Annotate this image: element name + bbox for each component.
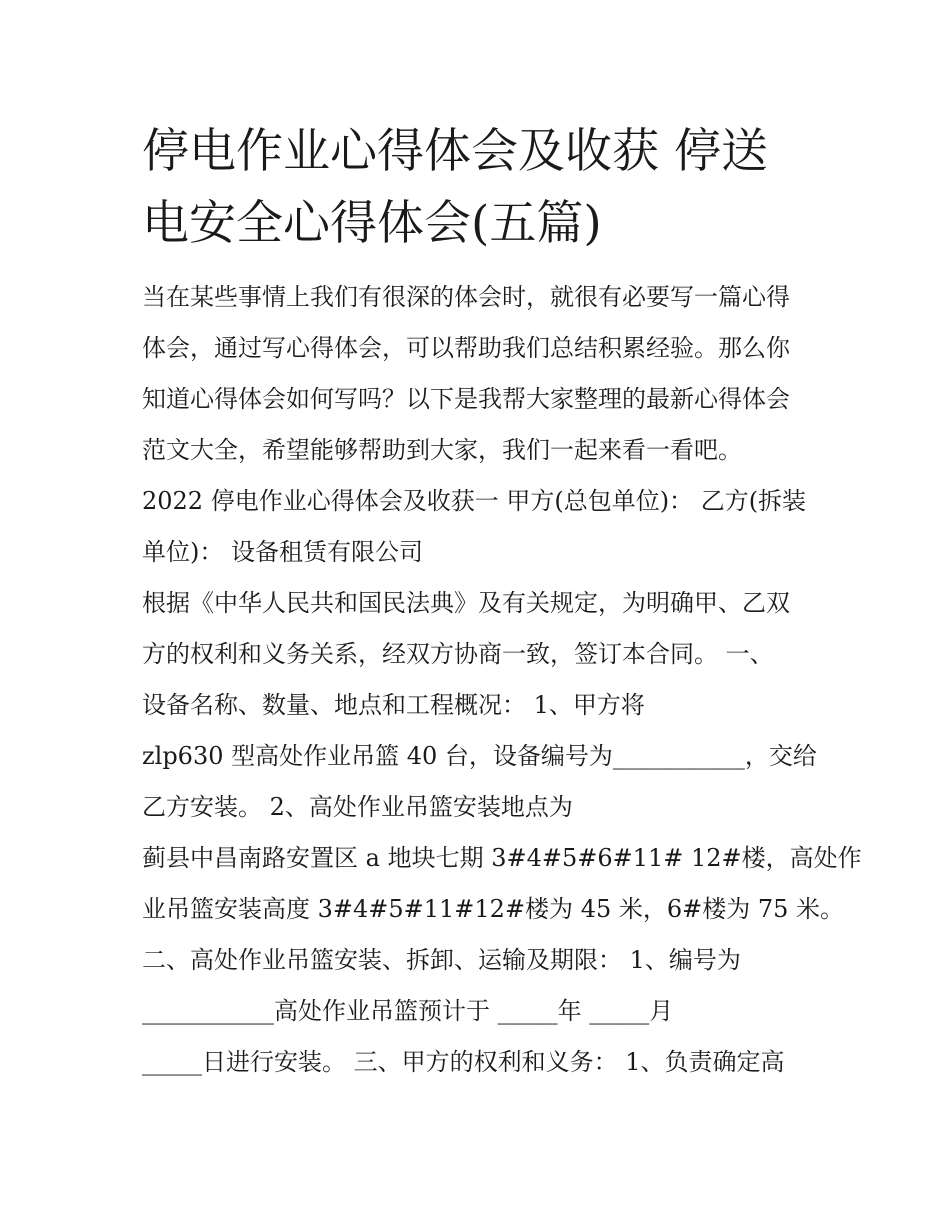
document-title [142,116,822,260]
title-line: 电安全心得体会(五篇) [142,196,602,251]
body-line: 体会，通过写心得体会，可以帮助我们总结积累经验。那么你 [142,334,790,362]
body-line: 设备名称、数量、地点和工程概况： 1、甲方将 [142,691,645,719]
body-line: _____日进行安装。 三、甲方的权利和义务： 1、负责确定高 [142,1048,785,1076]
body-line: ___________高处作业吊篮预计于 _____年 _____月 [142,997,674,1025]
body-line: 蓟县中昌南路安置区 a 地块七期 3#4#5#6#11# 12#楼，高处作 [142,844,862,872]
body-line: 2022 停电作业心得体会及收获一 甲方(总包单位)： 乙方(拆装 [142,487,807,515]
body-line: 单位)： 设备租赁有限公司 [142,538,423,566]
body-line: zlp630 型高处作业吊篮 40 台，设备编号为___________，交给 [142,742,817,770]
title-line: 停电作业心得体会及收获 停送 [142,124,768,179]
body-line: 当在某些事情上我们有很深的体会时，就很有必要写一篇心得 [142,283,790,311]
document-page [142,116,862,1088]
document-body [142,272,862,1088]
body-line: 方的权利和义务关系，经双方协商一致，签订本合同。 一、 [142,640,774,668]
body-line: 业吊篮安装高度 3#4#5#11#12#楼为 45 米，6#楼为 75 米。 [142,895,845,923]
body-line: 二、高处作业吊篮安装、拆卸、运输及期限： 1、编号为 [142,946,741,974]
body-line: 根据《中华人民共和国民法典》及有关规定，为明确甲、乙双 [142,589,790,617]
body-line: 范文大全，希望能够帮助到大家，我们一起来看一看吧。 [142,436,742,464]
body-line: 乙方安装。 2、高处作业吊篮安装地点为 [142,793,573,821]
body-line: 知道心得体会如何写吗？以下是我帮大家整理的最新心得体会 [142,385,790,413]
